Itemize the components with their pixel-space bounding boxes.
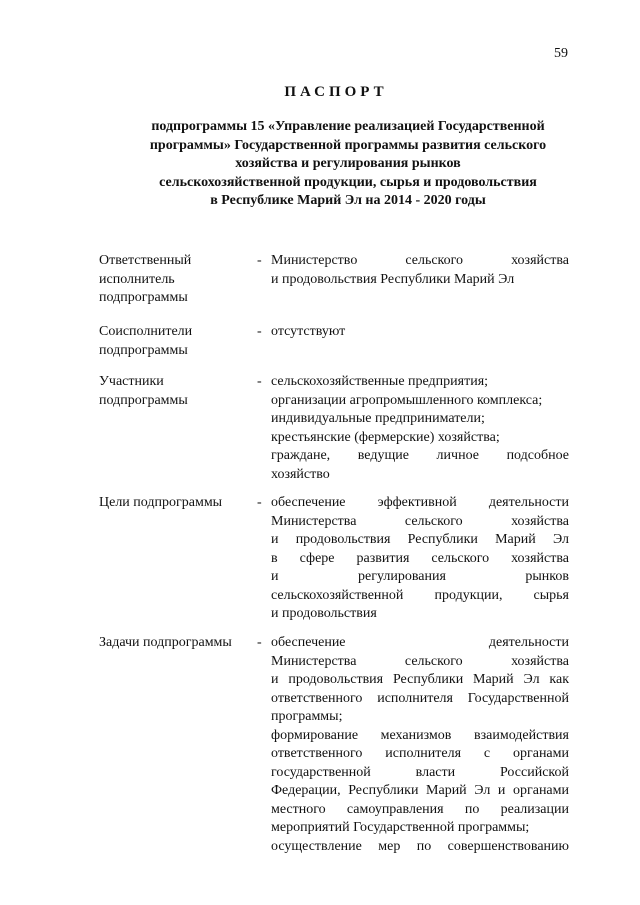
- row-dash: -: [257, 324, 262, 339]
- row-value: [271, 252, 569, 289]
- value-line: мероприятий Государственной программы;: [271, 820, 530, 835]
- value-line: организации агропромышленного комплекса;: [271, 392, 543, 408]
- label-line: Соисполнители: [99, 324, 193, 339]
- label-line: Участники: [99, 374, 164, 389]
- value-line: индивидуальные предприниматели;: [271, 411, 485, 426]
- value-line: хозяйство: [271, 466, 330, 482]
- value-line: обеспечение эффективной деятельности: [271, 495, 569, 510]
- value-line: и регулирования рынков: [271, 569, 569, 584]
- value-line: отсутствуют: [271, 324, 346, 339]
- value-line: граждане, ведущие личное подсобное: [271, 448, 569, 463]
- subtitle-line: программы» Государственной программы развития сельского: [149, 137, 547, 153]
- value-line: сельскохозяйственной продукции, сырья: [271, 587, 569, 603]
- label-line: подпрограммы: [99, 392, 188, 408]
- value-line: обеспечение деятельности: [271, 635, 569, 650]
- subtitle-line: в Республике Марий Эл на 2014 - 2020 годы: [210, 193, 486, 208]
- document-title: ПАСПОРТ: [284, 84, 388, 100]
- value-line: крестьянские (фермерские) хозяйства;: [271, 429, 500, 445]
- value-line: ответственного исполнителя с органами: [271, 746, 569, 761]
- value-line: Министерства сельского хозяйства: [271, 513, 569, 529]
- value-line: и продовольствия Республики Марий Эл: [271, 271, 515, 287]
- label-line: исполнитель: [99, 271, 175, 287]
- row-dash: -: [257, 374, 262, 389]
- row-label: [99, 494, 222, 513]
- row-label: [99, 252, 191, 308]
- value-line: государственной власти Российской: [271, 764, 569, 780]
- row-value: [271, 494, 569, 624]
- label-line: Задачи подпрограммы: [99, 635, 232, 650]
- row-value: [271, 373, 569, 484]
- value-line: программы;: [271, 709, 343, 724]
- value-line: и продовольствия Республики Марий Эл как: [271, 672, 569, 687]
- row-value: [271, 323, 569, 342]
- value-line: осуществление мер по совершенствованию: [271, 838, 569, 854]
- label-line: подпрограммы: [99, 290, 188, 305]
- subtitle-line: хозяйства и регулирования рынков: [235, 156, 461, 171]
- value-line: Министерство сельского хозяйства: [271, 253, 569, 268]
- label-line: Цели подпрограммы: [99, 495, 223, 510]
- value-line: и продовольствия: [271, 606, 377, 621]
- subtitle-line: сельскохозяйственной продукции, сырья и продовольствия: [159, 174, 537, 190]
- value-line: Министерства сельского хозяйства: [271, 653, 569, 669]
- value-line: в сфере развития сельского хозяйства: [271, 550, 569, 566]
- value-line: Федерации, Республики Марий Эл и органами: [271, 783, 569, 798]
- label-line: Ответственный: [99, 253, 192, 268]
- subtitle-line: подпрограммы 15 «Управление реализацией Государственной: [151, 119, 545, 134]
- page-number: 59: [554, 46, 568, 61]
- row-dash: -: [257, 253, 262, 268]
- row-label: [99, 373, 188, 410]
- row-value: [271, 634, 569, 856]
- value-line: ответственного исполнителя Государственной: [271, 690, 569, 706]
- row-dash: -: [257, 495, 262, 510]
- label-line: подпрограммы: [99, 342, 188, 358]
- value-line: и продовольствия Республики Марий Эл: [271, 532, 569, 547]
- value-line: местного самоуправления по реализации: [271, 801, 569, 817]
- value-line: формирование механизмов взаимодействия: [271, 727, 569, 743]
- row-dash: -: [257, 635, 262, 650]
- row-label: [99, 323, 192, 360]
- document-subtitle: [88, 118, 608, 211]
- value-line: сельскохозяйственные предприятия;: [271, 374, 489, 389]
- row-label: [99, 634, 232, 653]
